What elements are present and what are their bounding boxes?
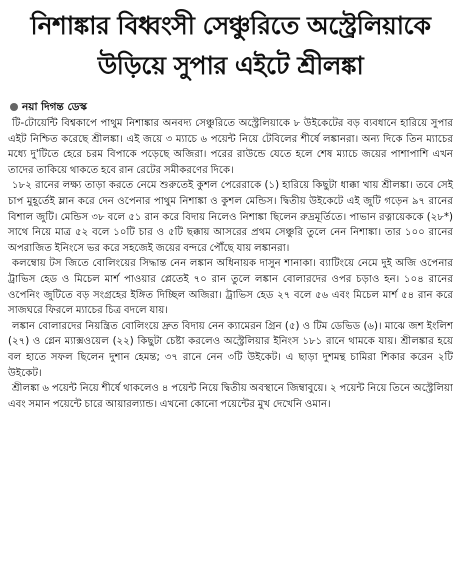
paragraph: ১৮২ রানের লক্ষ্য তাড়া করতে নেমে শুরুতেই কুশল পেরেরাকে (১) হারিয়ে কিছুটা ধাক্কা খায় শ্রীলঙ্কা। তবে সেই চাপ মুহূর্তেই ম্লান করে দেন ওপেনার পাথুম নিশাঙ্কা ও কুশল মেন্ডিস। দ্বিতীয় উইকেটে এই জুটি গড়েন ৯৭ রানের বিশাল জুটি। মেন্ডিস ৩৮ বলে ৫১ রান করে বিদায় নিলেও নিশাঙ্কা ছিলেন রুদ্রমূর্তিতে। পাভান রত্নায়েককে (২৮*) সাথে নিয়ে মাত্র ৫২ বলে ১০টি চার ও ৫টি ছক্কায় আসরের প্রথম সেঞ্চুরি তুলে নেন নিশাঙ্কা। তার ১০০ রানের অপরাজিত ইনিংসে ভর করে সহজেই জয়ের বন্দরে পৌঁছে যায় লঙ্কানরা। bbox=[8, 180, 453, 254]
article-body bbox=[8, 116, 453, 412]
paragraph: লঙ্কান বোলারদের নিয়ন্ত্রিত বোলিংয়ে দ্রুত বিদায় নেন ক্যামেরন গ্রিন (৫) ও টিম ডেভিড (৬)। মাঝে জশ ইংলিশ (২৭) ও গ্লেন ম্যাক্সওয়েল (২২) কিছুটা চেষ্টা করলেও অস্ট্রেলিয়ার ইনিংস ১৮১ রানে থামকে যায়। শ্রীলঙ্কার হয়ে বল হাতে সফল ছিলেন দুশান হেমন্ত; ৩৭ রানে নেন ৩টি উইকেট। এ ছাড়া দুশমন্থ চামিরা শিকার করেন ২টি উইকেট। bbox=[8, 320, 453, 379]
byline bbox=[10, 100, 453, 114]
paragraph: শ্রীলঙ্কা ৬ পয়েন্ট নিয়ে শীর্ষে থাকলেও ৪ পয়েন্ট নিয়ে দ্বিতীয় অবস্থানে জিম্বাবুয়ে। ২ পয়েন্ট নিয়ে তিনে অস্ট্রেলিয়া এবং সমান পয়েন্টে চারে আয়ারল্যান্ড। এখনো কোনো পয়েন্টের মুখ দেখেনি ওমান। bbox=[8, 383, 453, 410]
headline-spacing bbox=[8, 86, 453, 100]
bullet-icon bbox=[10, 103, 18, 111]
article-headline bbox=[8, 6, 453, 86]
byline-text: নয়া দিগন্ত ডেস্ক bbox=[22, 101, 87, 113]
headline-line-1: নিশাঙ্কার বিধ্বংসী সেঞ্চুরিতে অস্ট্রেলিয়াকে bbox=[30, 11, 431, 40]
headline-line-2: উড়িয়ে সুপার এইটে শ্রীলঙ্কা bbox=[97, 51, 364, 80]
paragraph: কলম্বোয় টস জিতে বোলিংয়ের সিদ্ধান্ত নেন লঙ্কান অধিনায়ক দাসুন শানাকা। ব্যাটিংয়ে নেমে দুই অজি ওপেনার ট্রাভিস হেড ও মিচেল মার্শ পাওয়ার প্লেতেই ৭০ রান তুলে লঙ্কান বোলারদের ওপর চড়াও হন। ১০৪ রানের ওপেনিং জুটিতে বড় সংগ্রহের ইঙ্গিত দিচ্ছিল অজিরা। ট্রাভিস হেড ২৭ বলে ৫৬ এবং মিচেল মার্শ ৫৪ রান করে সাজঘরে ফিরলে ম্যাচের চিত্র বদলে যায়। bbox=[8, 258, 453, 317]
paragraph: টি-টোয়েন্টি বিশ্বকাপে পাথুম নিশাঙ্কার অনবদ্য সেঞ্চুরিতে অস্ট্রেলিয়াকে ৮ উইকেটের বড় ব্যবধানে হারিয়ে সুপার এইট নিশ্চিত করেছে শ্রীলঙ্কা। এই জয়ে ৩ ম্যাচে ৬ পয়েন্ট নিয়ে টেবিলের শীর্ষে লঙ্কানরা। অন্য দিকে তিন ম্যাচের মধ্যে দু'টিতে হেরে চরম বিপাকে পড়েছে অজিরা। পরের রাউন্ডে যেতে হলে শেষ ম্যাচে জয়ের পাশাপাশি এখন তাদের তাকিয়ে থাকতে হবে রান রেটের সমীকরণের দিকে। bbox=[8, 118, 453, 176]
